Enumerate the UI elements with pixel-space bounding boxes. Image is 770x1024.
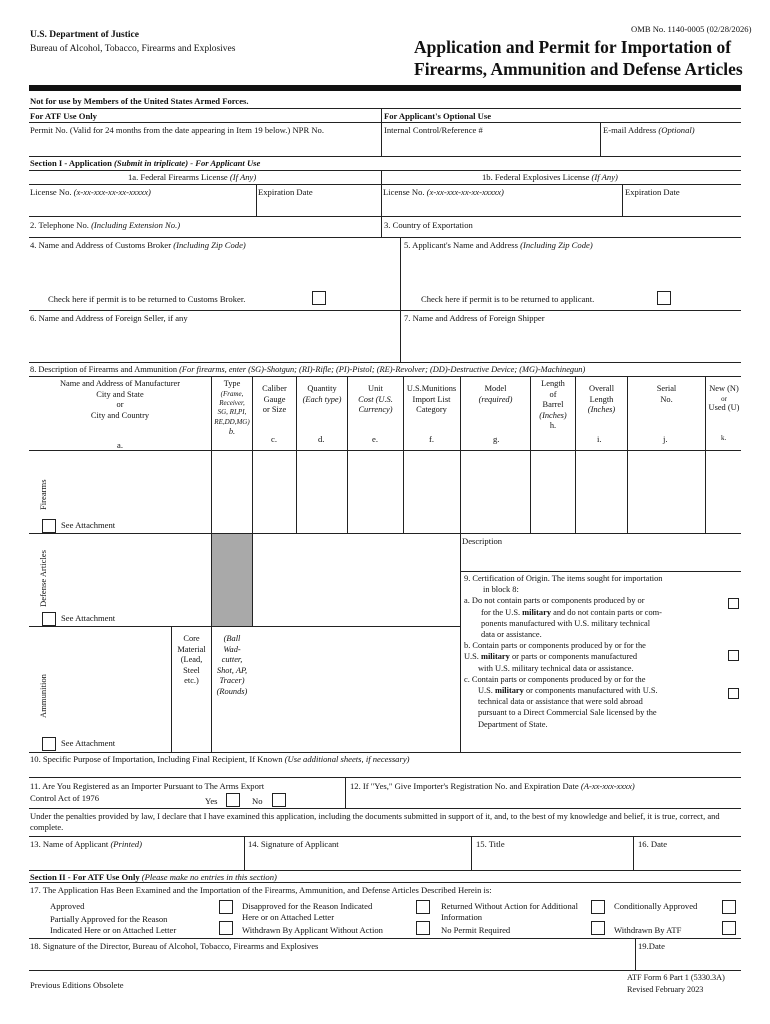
fel-label: 1b. Federal Explosives License (If Any) — [482, 172, 618, 182]
foreign-seller-field[interactable]: 6. Name and Address of Foreign Seller, if any — [30, 313, 188, 323]
col-d-header: Quantity (Each type) — [302, 384, 342, 404]
importer-registration-field[interactable]: 12. If "Yes," Give Importer's Registration No. and Expiration Date (A-xx-xxx-xxxx) — [350, 781, 635, 791]
return-to-broker-checkbox[interactable] — [312, 291, 326, 305]
col-k-letter: k. — [721, 434, 727, 442]
col-f-header: U.S.Munitions Import List Category — [406, 384, 457, 414]
yes-label: Yes — [205, 796, 218, 806]
declaration-text: Under the penalties provided by law, I declare that I have examined this application, including the documents submitted in support of it, and, to the best of my knowledge and belief, it is true, correct, and complete. — [30, 811, 720, 832]
form-title-line2: Firearms, Ammunition and Defense Articles — [414, 59, 743, 79]
section1-title: Section I - Application (Submit in triplicate) - For Applicant Use — [30, 158, 261, 168]
shaded-cell — [212, 534, 252, 626]
defense-see-attachment-checkbox[interactable] — [42, 612, 56, 626]
certification-b-checkbox[interactable] — [728, 650, 739, 661]
form-number: ATF Form 6 Part 1 (5330.3A) — [627, 973, 725, 982]
core-material-label: Core Material (Lead, Steel etc.) — [177, 634, 206, 685]
col-g-letter: g. — [493, 434, 500, 444]
section2-title: Section II - For ATF Use Only (Please make no entries in this section) — [30, 872, 277, 882]
firearms-see-attachment-label: See Attachment — [61, 520, 116, 530]
bureau-name: Bureau of Alcohol, Tobacco, Firearms and Explosives — [30, 44, 236, 54]
applicant-signature-field[interactable]: 14. Signature of Applicant — [248, 839, 339, 849]
specific-purpose-field[interactable]: 10. Specific Purpose of Importation, Including Final Recipient, If Known (Use additional sheets, if necessary) — [30, 754, 410, 764]
ffl-license-field[interactable]: License No. (x-xx-xxx-xx-xx-xxxxx) — [30, 187, 151, 197]
ammunition-label: Ammunition — [38, 674, 48, 718]
description-field[interactable]: Description — [462, 536, 503, 546]
col-e-header: Unit Cost (U.S. Currency) — [358, 384, 393, 414]
header-rule — [29, 85, 741, 91]
col-e-letter: e. — [372, 434, 378, 444]
withdrawn-by-atf-checkbox[interactable] — [722, 921, 736, 935]
partially-approved-checkbox[interactable] — [219, 921, 233, 935]
check-applicant-label: Check here if permit is to be returned to applicant. — [421, 294, 595, 304]
return-to-applicant-checkbox[interactable] — [657, 291, 671, 305]
optional-use-label: For Applicant's Optional Use — [384, 111, 492, 121]
returned-label-2: Information — [441, 912, 483, 922]
form-title-line1: Application and Permit for Importation of — [414, 37, 732, 57]
permit-no-field[interactable]: Permit No. (Valid for 24 months from the date appearing in Item 19 below.) NPR No. — [30, 125, 324, 135]
withdrawn-by-applicant-checkbox[interactable] — [416, 921, 430, 935]
certification-a-checkbox[interactable] — [728, 598, 739, 609]
item8-label: 8. Description of Firearms and Ammunition (For firearms, enter (SG)-Shotgun; (RI)-Rifle; (PI)-Pistol; (RE)-Revolver; (DD)-Destructive Device; (MG)-Machinegun) — [30, 365, 586, 374]
col-g-header: Model (required) — [478, 384, 513, 404]
col-a-letter: a. — [117, 440, 123, 450]
partial-label-2: Indicated Here or on Attached Letter — [50, 925, 177, 935]
firearms-see-attachment-checkbox[interactable] — [42, 519, 56, 533]
revision-date: Revised February 2023 — [627, 985, 704, 994]
col-d-letter: d. — [318, 434, 325, 444]
no-label: No — [252, 796, 263, 806]
disapproved-checkbox[interactable] — [416, 900, 430, 914]
director-signature-field[interactable]: 18. Signature of the Director, Bureau of Alcohol, Tobacco, Firearms and Explosives — [30, 941, 319, 951]
conditional-label: Conditionally Approved — [614, 901, 698, 911]
applicant-printed-name-field[interactable]: 13. Name of Applicant (Printed) — [30, 839, 142, 849]
check-broker-label: Check here if permit is to be returned to Customs Broker. — [48, 294, 246, 304]
not-for-military: Not for use by Members of the United States Armed Forces. — [30, 96, 249, 106]
previous-editions-note: Previous Editions Obsolete — [30, 980, 124, 990]
customs-broker-field[interactable]: 4. Name and Address of Customs Broker (Including Zip Code) — [30, 240, 246, 250]
returned-without-action-checkbox[interactable] — [591, 900, 605, 914]
col-a-header: Name and Address of Manufacturer City and State or City and Country — [60, 379, 180, 420]
col-k-header: New (N) or Used (U) — [708, 384, 740, 413]
firearms-label: Firearms — [38, 479, 48, 510]
ball-type-label: (Ball Wad- cutter, Shot, AP, Tracer) (Rounds) — [216, 634, 248, 696]
fel-license-field[interactable]: License No. (x-xx-xxx-xx-xx-xxxxx) — [383, 187, 504, 197]
approved-checkbox[interactable] — [219, 900, 233, 914]
applicant-name-field[interactable]: 5. Applicant's Name and Address (Including Zip Code) — [404, 240, 593, 250]
certification-c-checkbox[interactable] — [728, 688, 739, 699]
defense-articles-label: Defense Articles — [38, 549, 48, 607]
ffl-expiration-field[interactable]: Expiration Date — [258, 187, 313, 197]
ammunition-see-attachment-label: See Attachment — [61, 738, 116, 748]
col-j-letter: j. — [663, 434, 668, 444]
disapproved-label-1: Disapproved for the Reason Indicated — [242, 901, 373, 911]
col-h-header: Length of Barrel (Inches) h. — [539, 379, 567, 430]
omb-number: OMB No. 1140-0005 (02/28/2026) — [631, 24, 752, 34]
disapproved-label-2: Here or on Attached Letter — [242, 912, 335, 922]
no-permit-required-checkbox[interactable] — [591, 921, 605, 935]
defense-see-attachment-label: See Attachment — [61, 613, 116, 623]
internal-reference-field[interactable]: Internal Control/Reference # — [384, 125, 483, 135]
registered-no-checkbox[interactable] — [272, 793, 286, 807]
item17-label: 17. The Application Has Been Examined and the Importation of the Firearms, Ammunition, and Defense Articles Described Herein is: — [30, 885, 492, 895]
col-i-letter: i. — [597, 434, 602, 444]
director-date-field[interactable]: 19.Date — [638, 941, 665, 951]
item11-label: 11. Are You Registered as an Importer Pursuant to The Arms Export — [30, 781, 265, 791]
title-field[interactable]: 15. Title — [476, 839, 505, 849]
col-f-letter: f. — [429, 434, 435, 444]
col-c-letter: c. — [271, 434, 277, 444]
fel-expiration-field[interactable]: Expiration Date — [625, 187, 680, 197]
certification-of-origin: 9. Certification of Origin. The items sought for importation in block 8: a. Do not contain parts or components produced by or for the U.S. military and do not contain parts or com- ponents manufactured with U.S. military technical data or assistance. b. Contain parts or components produced by or for the U.S. military or parts or components manufactured with U.S. military technical data or assistance. c. Contain parts or components produced by or for the U.S. military or components manufactured with U.S. technical data or assistance that were sold abroad pursuant to a Direct Commercial Sale licensed by the Department of State. — [464, 574, 663, 729]
agency-name: U.S. Department of Justice — [30, 30, 139, 40]
no-permit-label: No Permit Required — [441, 925, 511, 935]
approved-label: Approved — [50, 901, 85, 911]
returned-label-1: Returned Without Action for Additional — [441, 901, 578, 911]
col-i-header: Overall Length (Inches) — [587, 384, 616, 414]
telephone-field[interactable]: 2. Telephone No. (Including Extension No.) — [30, 220, 181, 230]
date-field[interactable]: 16. Date — [638, 839, 668, 849]
col-b-header: Type (Frame, Receiver, SG, RI,PI, RE,DD,MG) b. — [214, 379, 250, 437]
withdrawn-atf-label: Withdrawn By ATF — [614, 925, 682, 935]
col-j-header: Serial No. — [656, 384, 677, 404]
ffl-label: 1a. Federal Firearms License (If Any) — [128, 172, 257, 182]
col-c-header: Caliber Gauge or Size — [262, 384, 287, 414]
ammunition-see-attachment-checkbox[interactable] — [42, 737, 56, 751]
email-field[interactable]: E-mail Address (Optional) — [603, 125, 695, 135]
for-atf-use-label: For ATF Use Only — [30, 111, 97, 121]
country-of-exportation-field[interactable]: 3. Country of Exportation — [384, 220, 473, 230]
conditionally-approved-checkbox[interactable] — [722, 900, 736, 914]
item11-label-2: Control Act of 1976 — [30, 793, 99, 803]
partial-label-1: Partially Approved for the Reason — [50, 914, 168, 924]
foreign-shipper-field[interactable]: 7. Name and Address of Foreign Shipper — [404, 313, 545, 323]
withdrawn-applicant-label: Withdrawn By Applicant Without Action — [242, 925, 383, 935]
registered-yes-checkbox[interactable] — [226, 793, 240, 807]
